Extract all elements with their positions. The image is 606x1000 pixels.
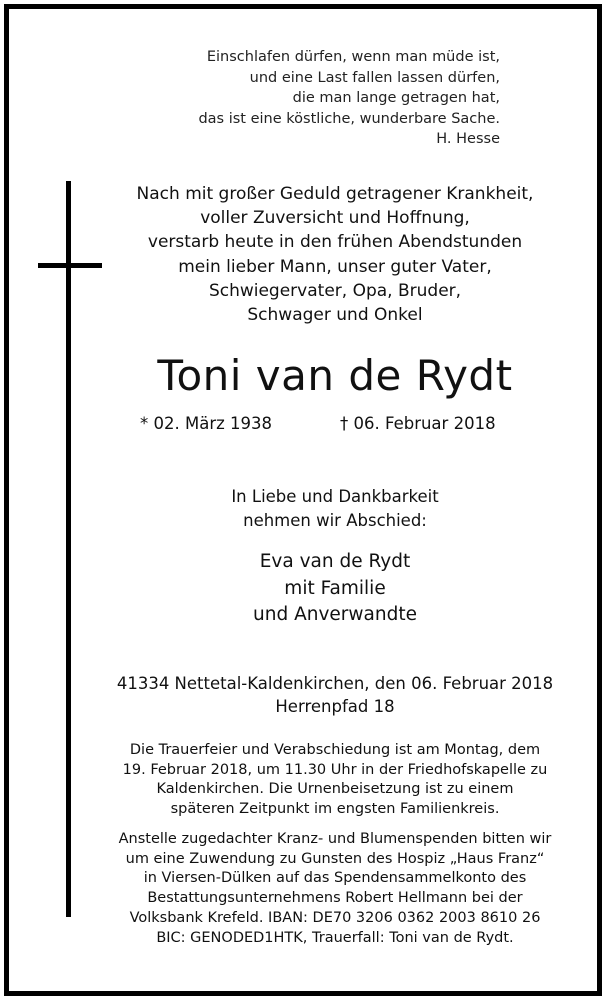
- poem-author: H. Hesse: [436, 131, 500, 147]
- intro-line: Schwiegervater, Opa, Bruder,: [208, 280, 462, 301]
- hesse-poem: [130, 47, 500, 150]
- birth-date: * 02. März 1938: [140, 414, 273, 433]
- donation-line: Anstelle zugedachter Kranz- und Blumenspenden bitten wir: [118, 831, 552, 847]
- intro-line: mein lieber Mann, unser guter Vater,: [178, 256, 492, 277]
- funeral-ceremony-info: [70, 741, 600, 820]
- ceremony-line: Die Trauerfeier und Verabschiedung ist am Montag, dem: [129, 742, 541, 758]
- donation-line: Bestattungsunternehmens Robert Hellmann bei der: [147, 890, 523, 907]
- announcement-intro: [70, 182, 600, 327]
- ceremony-line: Kaldenkirchen. Die Urnenbeisetzung ist zu einem: [156, 781, 514, 798]
- ceremony-line: späteren Zeitpunkt im engsten Familienkreis.: [170, 801, 500, 818]
- intro-line: Schwager und Onkel: [247, 305, 423, 326]
- mourner-line: mit Familie: [284, 577, 386, 599]
- poem-line: Einschlafen dürfen, wenn man müde ist,: [206, 49, 500, 65]
- intro-line: Nach mit großer Geduld getragener Krankheit,: [136, 184, 534, 204]
- deceased-name: Toni van de Rydt: [157, 351, 513, 400]
- poem-line: die man lange getragen hat,: [292, 90, 500, 106]
- address-line: Herrenpfad 18: [275, 696, 395, 716]
- intro-line: voller Zuversicht und Hoffnung,: [200, 208, 470, 229]
- mourners: [70, 549, 600, 629]
- farewell-text: [70, 485, 600, 532]
- donation-line: in Viersen-Dülken auf das Spendensammelkonto des: [143, 870, 527, 887]
- donation-info: [70, 830, 600, 948]
- place-and-date: [70, 673, 600, 718]
- poem-line: das ist eine köstliche, wunderbare Sache.: [198, 110, 500, 127]
- mourner-line: Eva van de Rydt: [259, 551, 411, 572]
- death-date: † 06. Februar 2018: [340, 414, 496, 433]
- donation-line: BIC: GENODED1HTK, Trauerfall: Toni van de Rydt.: [156, 929, 514, 946]
- ceremony-line: 19. Februar 2018, um 11.30 Uhr in der Friedhofskapelle zu: [122, 761, 548, 778]
- farewell-line: nehmen wir Abschied:: [243, 510, 427, 530]
- poem-line: und eine Last fallen lassen dürfen,: [249, 69, 500, 86]
- donation-line: um eine Zuwendung zu Gunsten des Hospiz „Haus Franz“: [125, 850, 545, 867]
- donation-line: Volksbank Krefeld. IBAN: DE70 3206 0362 2003 8610 26: [129, 909, 541, 926]
- intro-line: verstarb heute in den frühen Abendstunden: [147, 232, 523, 253]
- mourner-line: und Anverwandte: [253, 604, 417, 625]
- place-line: 41334 Nettetal-Kaldenkirchen, den 06. Februar 2018: [116, 674, 554, 693]
- farewell-line: In Liebe und Dankbarkeit: [231, 487, 439, 506]
